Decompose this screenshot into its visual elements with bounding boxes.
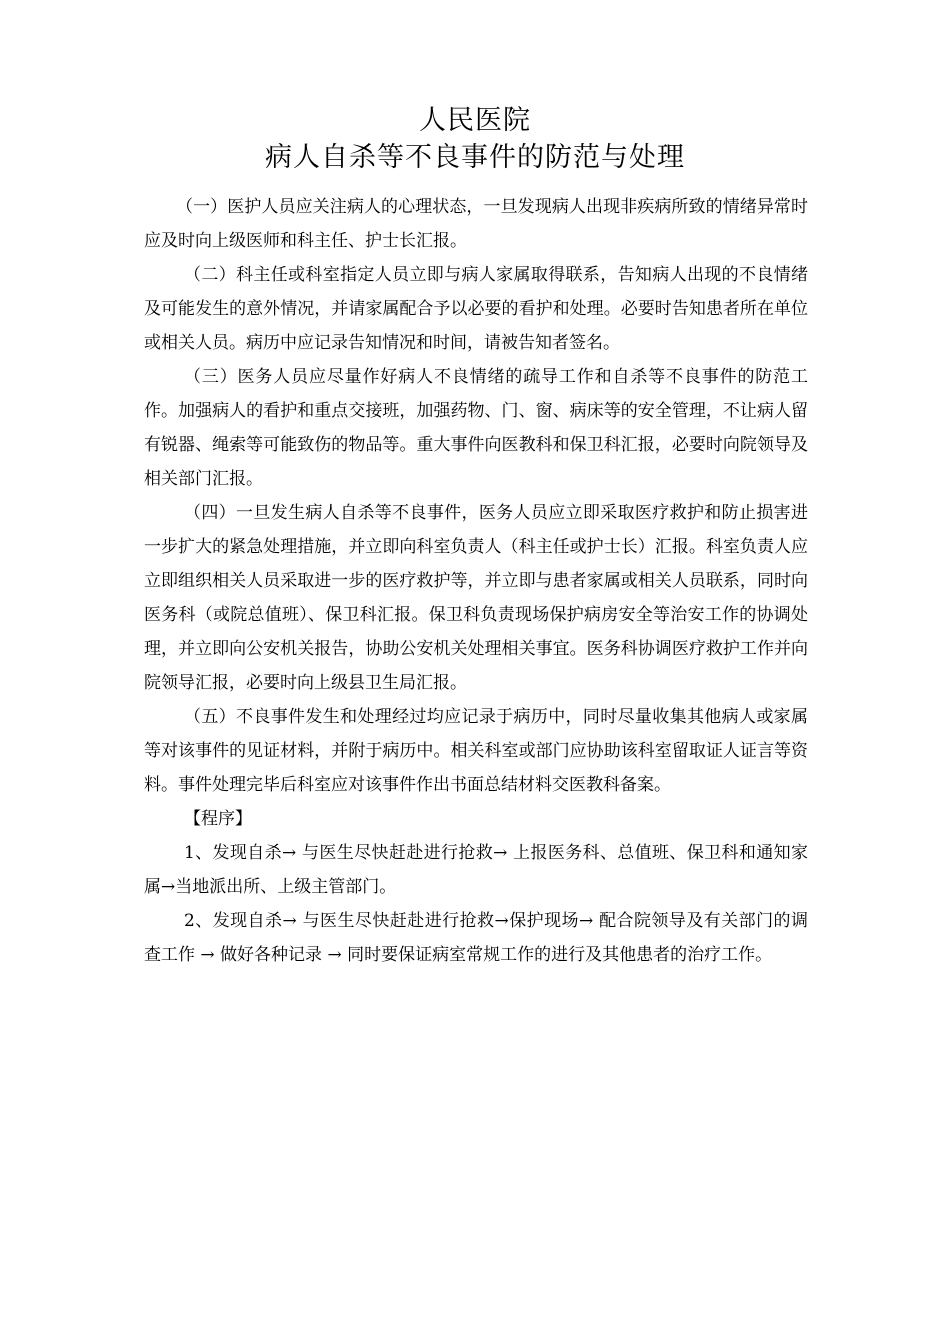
paragraph-3: （三）医务人员应尽量作好病人不良情绪的疏导工作和自杀等不良事件的防范工作。加强病人的看护和重点交接班，加强药物、门、窗、病床等的安全管理，不让病人留有锐器、绳索等可能致伤的物品等。重大事件向医教科和保卫科汇报，必要时向院领导及相关部门汇报。 — [144, 367, 808, 489]
paragraph-2: （二）科主任或科室指定人员立即与病人家属取得联系，告知病人出现的不良情绪及可能发生的意外情况，并请家属配合予以必要的看护和处理。必要时告知患者所在单位或相关人员。病历中应记录告知情况和时间，请被告知者签名。 — [144, 265, 808, 353]
procedure-heading: 【程序】 — [184, 809, 252, 829]
document-body — [144, 190, 808, 972]
procedure-step-1: 1、发现自杀→ 与医生尽快赶赴进行抢救→ 上报医务科、总值班、保卫科和通知家属→当地派出所、上级主管部门。 — [144, 843, 808, 897]
title-block — [0, 102, 950, 176]
hospital-title: 人民医院 — [419, 105, 531, 136]
document-title: 病人自杀等不良事件的防范与处理 — [265, 142, 685, 173]
procedure-step-2: 2、发现自杀→ 与医生尽快赶赴进行抢救→保护现场→ 配合院领导及有关部门的调查工作 → 做好各种记录 → 同时要保证病室常规工作的进行及其他患者的治疗工作。 — [144, 911, 808, 965]
paragraph-4: （四）一旦发生病人自杀等不良事件，医务人员应立即采取医疗救护和防止损害进一步扩大的紧急处理措施，并立即向科室负责人（科主任或护士长）汇报。科室负责人应立即组织相关人员采取进一步的医疗救护等，并立即与患者家属或相关人员联系，同时向医务科（或院总值班）、保卫科汇报。保卫科负责现场保护病房安全等治安工作的协调处理，并立即向公安机关报告，协助公安机关处理相关事宜。医务科协调医疗救护工作并向院领导汇报，必要时向上级县卫生局汇报。 — [144, 503, 808, 693]
paragraph-5: （五）不良事件发生和处理经过均应记录于病历中，同时尽量收集其他病人或家属等对该事件的见证材料，并附于病历中。相关科室或部门应协助该科室留取证人证言等资料。事件处理完毕后科室应对该事件作出书面总结材料交医教科备案。 — [144, 707, 808, 795]
paragraph-1: （一）医护人员应关注病人的心理状态，一旦发现病人出现非疾病所致的情绪异常时应及时向上级医师和科主任、护士长汇报。 — [144, 197, 808, 251]
